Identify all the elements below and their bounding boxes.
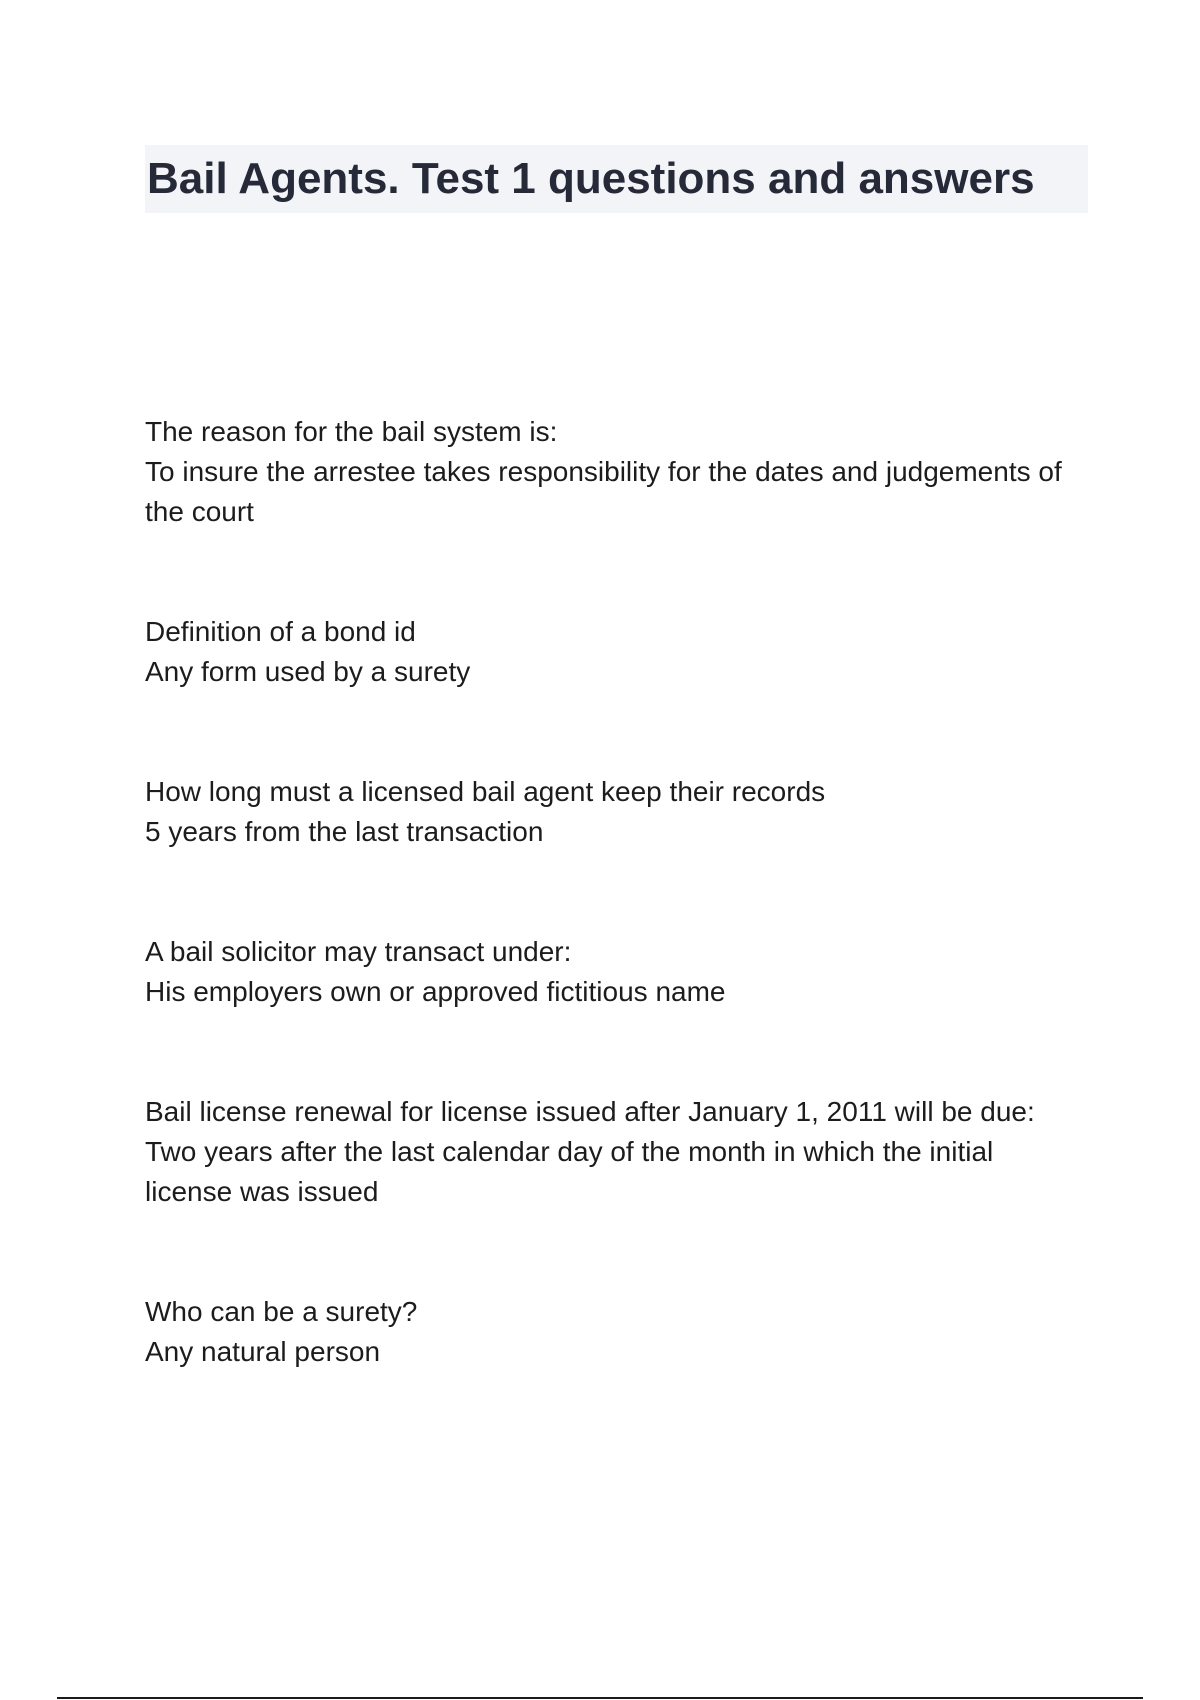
question-text: Who can be a surety? — [145, 1296, 418, 1327]
question-text: A bail solicitor may transact under: — [145, 936, 572, 967]
qa-item — [145, 412, 1085, 532]
answer-text: Any natural person — [145, 1336, 381, 1367]
document-title: Bail Agents. Test 1 questions and answers — [147, 154, 1035, 203]
footer-divider — [57, 1697, 1143, 1699]
question-text: Bail license renewal for license issued after January 1, 2011 will be due: — [145, 1096, 1035, 1127]
answer-text: His employers own or approved fictitious name — [145, 976, 726, 1007]
qa-item — [145, 772, 1085, 852]
question-text: The reason for the bail system is: — [145, 416, 558, 447]
qa-item — [145, 1092, 1085, 1212]
title-band — [145, 145, 1088, 213]
qa-item — [145, 1292, 1085, 1372]
answer-text: To insure the arrestee takes responsibility for the dates and judgements of the court — [145, 456, 1062, 527]
question-text: Definition of a bond id — [145, 616, 416, 647]
qa-item — [145, 932, 1085, 1012]
answer-text: 5 years from the last transaction — [145, 816, 544, 847]
qa-list — [145, 412, 1085, 1372]
question-text: How long must a licensed bail agent keep their records — [145, 776, 826, 807]
qa-item — [145, 612, 1085, 692]
answer-text: Two years after the last calendar day of the month in which the initial license was issued — [145, 1136, 994, 1207]
answer-text: Any form used by a surety — [145, 656, 471, 687]
